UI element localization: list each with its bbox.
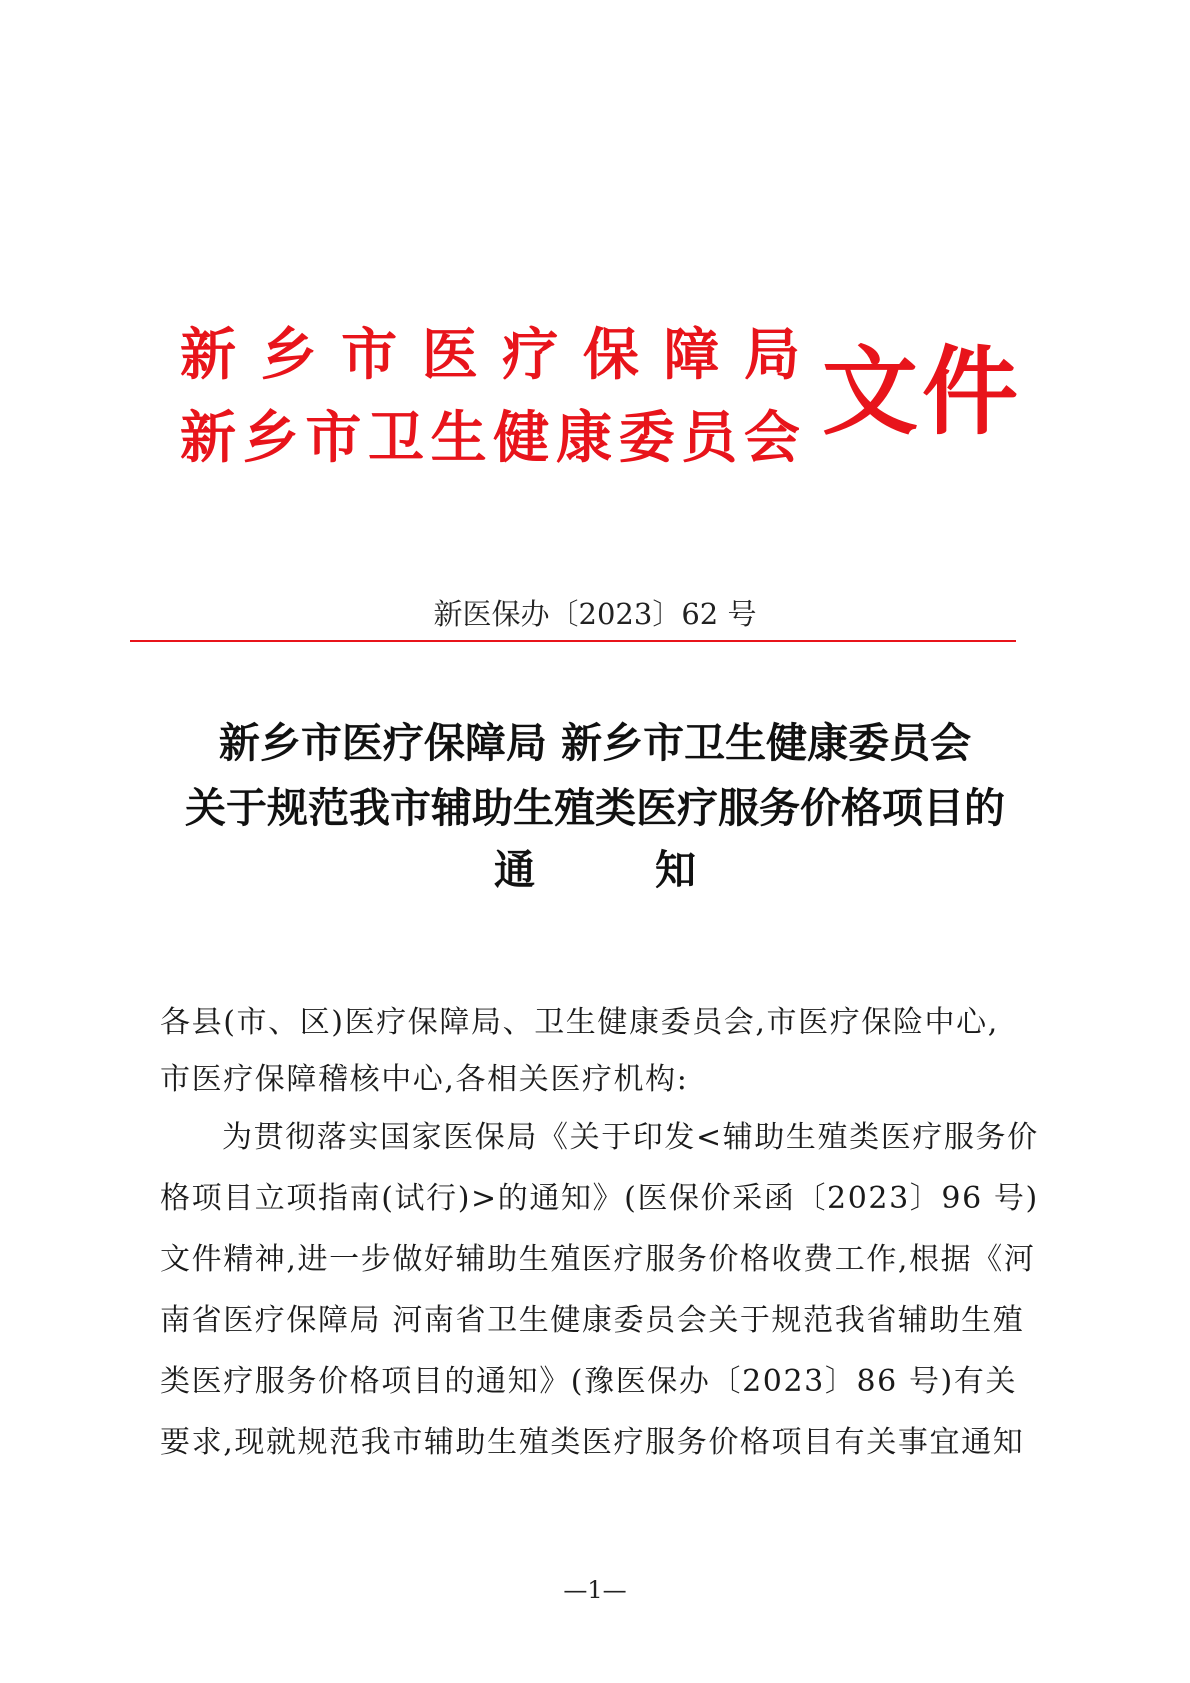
issuer-char: 员 xyxy=(681,405,738,471)
issuer-line-healthcare-security-bureau xyxy=(180,323,800,387)
issuer-char: 卫 xyxy=(367,405,424,471)
issuer-char: 障 xyxy=(663,322,720,388)
issuer-char: 会 xyxy=(743,405,800,471)
issuer-char: 新 xyxy=(180,322,236,388)
red-divider xyxy=(130,640,1016,642)
issuer-char: 疗 xyxy=(502,322,559,388)
body-line: 南省医疗保障局 河南省卫生健康委员会关于规范我省辅助生殖 xyxy=(160,1303,1025,1338)
title-line-3 xyxy=(0,845,1190,895)
issuer-char: 保 xyxy=(582,322,639,388)
body-line: 格项目立项指南(试行)>的通知》(医保价采函〔2023〕96 号) xyxy=(160,1181,1039,1216)
document-number: 新医保办〔2023〕62 号 xyxy=(433,597,757,631)
document-word: 文件 xyxy=(822,335,1022,448)
title-line-2: 关于规范我市辅助生殖类医疗服务价格项目的 xyxy=(185,784,1005,832)
issuer-line-health-commission xyxy=(180,406,800,470)
issuer-char: 医 xyxy=(421,322,478,388)
body-line: 要求,现就规范我市辅助生殖类医疗服务价格项目有关事宜通知 xyxy=(160,1425,1025,1460)
body-line: 市医疗保障稽核中心,各相关医疗机构: xyxy=(160,1062,689,1097)
page-number: —1— xyxy=(563,1576,627,1604)
title-word-zhi: 知 xyxy=(655,846,696,894)
body-line: 各县(市、区)医疗保障局、卫生健康委员会,市医疗保险中心, xyxy=(160,1005,999,1040)
body-line: 类医疗服务价格项目的通知》(豫医保办〔2023〕86 号)有关 xyxy=(160,1364,1018,1399)
issuer-char: 局 xyxy=(743,322,800,388)
title-line-1: 新乡市医疗保障局 新乡市卫生健康委员会 xyxy=(218,719,972,767)
issuer-char: 生 xyxy=(430,405,487,471)
issuer-char: 乡 xyxy=(260,322,317,388)
issuer-char: 市 xyxy=(305,405,362,471)
issuer-char: 健 xyxy=(493,405,550,471)
issuer-char: 康 xyxy=(555,405,612,471)
issuer-char: 新 xyxy=(180,405,236,471)
body-line: 为贯彻落实国家医保局《关于印发<辅助生殖类医疗服务价 xyxy=(222,1120,1039,1155)
body-line: 文件精神,进一步做好辅助生殖医疗服务价格收费工作,根据《河 xyxy=(160,1242,1036,1277)
issuer-char: 市 xyxy=(341,322,398,388)
title-word-tong: 通 xyxy=(494,846,535,894)
issuer-char: 乡 xyxy=(242,405,299,471)
issuer-char: 委 xyxy=(618,405,675,471)
